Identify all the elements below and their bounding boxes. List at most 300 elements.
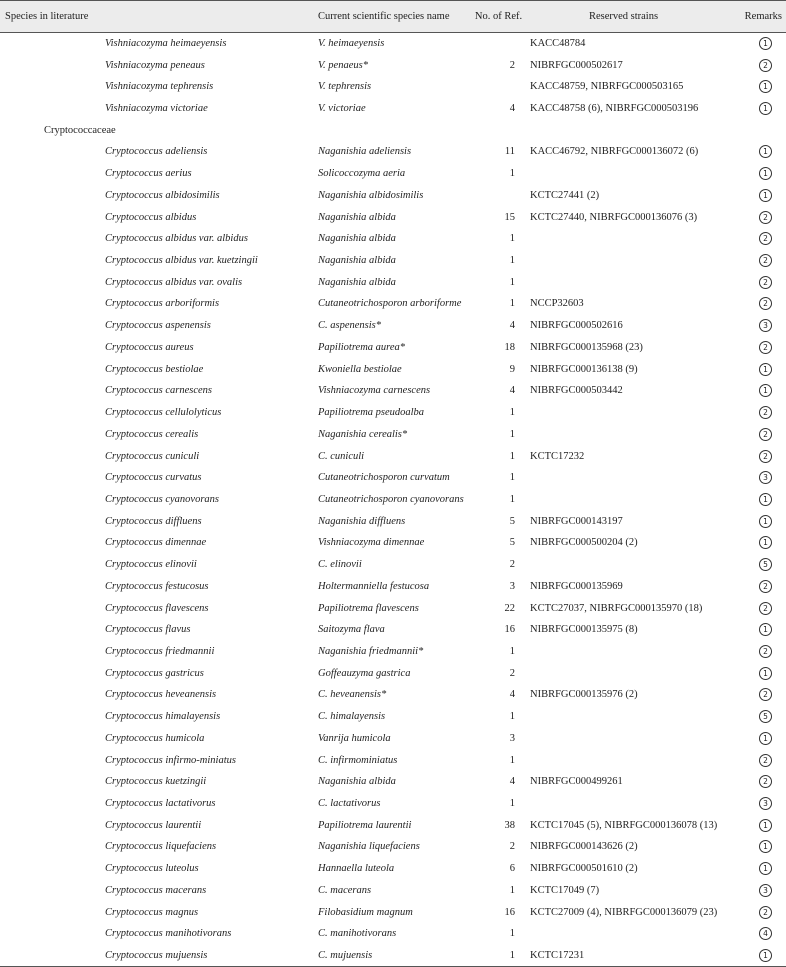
strains-cell: NIBRFGC000135975 (8)	[530, 624, 638, 636]
remarks-cell	[720, 836, 786, 858]
table-row	[0, 662, 786, 684]
circled-number-icon: 2	[759, 645, 772, 658]
species-cell: Cryptococcus mujuensis	[0, 945, 313, 967]
current-name-cell: Naganishia albida	[318, 233, 396, 245]
table-row	[0, 163, 786, 185]
strains-cell	[527, 793, 720, 815]
strains-cell	[527, 662, 720, 684]
remarks-cell	[720, 510, 786, 532]
ref-count-cell: 1	[509, 428, 515, 440]
table-row	[0, 380, 786, 402]
header-reserved-strains: Reserved strains	[527, 1, 720, 33]
circled-number-icon: 2	[759, 276, 772, 289]
strains-cell: NCCP32603	[530, 298, 584, 310]
remarks-cell	[720, 814, 786, 836]
species-cell: Cryptococcus gastricus	[105, 667, 204, 679]
table-row	[0, 206, 786, 228]
ref-count-cell: 4	[509, 320, 515, 332]
current-name-cell: Cutaneotrichosporon cyanovorans	[318, 493, 464, 505]
table-header	[0, 1, 786, 33]
strains-cell: NIBRFGC000502616	[530, 320, 623, 332]
table-row	[0, 315, 786, 337]
circled-number-icon: 2	[759, 602, 772, 615]
remarks-cell	[720, 402, 786, 424]
strains-cell: NIBRFGC000503442	[530, 385, 623, 397]
species-cell: Cryptococcus magnus	[105, 906, 199, 918]
table-row	[0, 532, 786, 554]
ref-count-cell: 1	[509, 233, 515, 245]
remarks-cell	[720, 923, 786, 945]
ref-count-cell: 4	[509, 103, 515, 115]
current-name-cell: Naganishia liquefaciens	[318, 841, 420, 853]
current-name-cell: Naganishia cerealis*	[318, 428, 408, 440]
circled-number-icon: 2	[759, 754, 772, 767]
table-row	[0, 250, 786, 272]
circled-number-icon: 2	[759, 688, 772, 701]
current-name-cell: Filobasidium magnum	[318, 906, 413, 918]
strains-cell: KCTC27037, NIBRFGC000135970 (18)	[530, 602, 703, 614]
species-cell: Cryptococcus infirmo-miniatus	[105, 754, 236, 766]
strains-cell: KCTC17045 (5), NIBRFGC000136078 (13)	[530, 819, 718, 831]
circled-number-icon: 1	[759, 145, 772, 158]
current-name-cell: C. mujuensis	[313, 945, 470, 967]
circled-number-icon: 2	[759, 211, 772, 224]
ref-count-cell: 2	[509, 667, 515, 679]
table-row	[0, 337, 786, 359]
circled-number-icon: 1	[759, 623, 772, 636]
ref-count-cell: 2	[509, 59, 515, 71]
circled-number-icon: 2	[759, 232, 772, 245]
ref-count-cell: 1	[509, 407, 515, 419]
table-row	[0, 684, 786, 706]
ref-count-cell: 4	[509, 689, 515, 701]
strains-cell: NIBRFGC000135969	[530, 580, 623, 592]
ref-count-cell: 1	[509, 168, 515, 180]
ref-count-cell	[470, 185, 527, 207]
remarks-cell	[720, 54, 786, 76]
circled-number-icon: 1	[759, 493, 772, 506]
current-name-cell: Naganishia albida	[318, 211, 396, 223]
circled-number-icon: 1	[759, 840, 772, 853]
remarks-cell	[720, 380, 786, 402]
species-cell: Cryptococcus arboriformis	[105, 298, 220, 310]
remarks-cell	[720, 271, 786, 293]
species-cell: Cryptococcus luteolus	[105, 863, 199, 875]
current-name-cell: Cutaneotrichosporon arboriforme	[318, 298, 462, 310]
ref-count-cell: 3	[509, 732, 515, 744]
remarks-cell	[720, 880, 786, 902]
remarks-cell	[720, 228, 786, 250]
current-name-cell: Goffeauzyma gastrica	[318, 667, 411, 679]
ref-count-cell: 4	[509, 776, 515, 788]
ref-count-cell: 6	[509, 863, 515, 875]
table-row	[0, 749, 786, 771]
species-cell: Cryptococcus albidus	[105, 211, 197, 223]
table-row	[0, 836, 786, 858]
ref-count-cell: 16	[504, 906, 515, 918]
table-row	[0, 141, 786, 163]
circled-number-icon: 1	[759, 37, 772, 50]
ref-count-cell: 15	[504, 211, 515, 223]
strains-cell	[527, 489, 720, 511]
circled-number-icon: 2	[759, 775, 772, 788]
species-cell: Cryptococcus friedmannii	[105, 645, 215, 657]
strains-cell	[527, 923, 720, 945]
remarks-cell	[720, 728, 786, 750]
species-cell: Cryptococcus albidus var. kuetzingii	[105, 255, 258, 267]
remarks-cell	[720, 445, 786, 467]
strains-cell	[527, 402, 720, 424]
strains-cell: KCTC27441 (2)	[530, 189, 600, 201]
table-row	[0, 467, 786, 489]
current-name-cell: Papiliotrema flavescens	[318, 602, 419, 614]
species-cell: Cryptococcus aspenensis	[105, 320, 211, 332]
strains-cell: KCTC17049 (7)	[530, 884, 600, 896]
species-cell: Cryptococcus dimennae	[105, 537, 207, 549]
circled-number-icon: 3	[759, 319, 772, 332]
current-name-cell: Naganishia albidosimilis	[318, 189, 424, 201]
table-row	[0, 597, 786, 619]
species-cell: Cryptococcus diffluens	[105, 515, 202, 527]
header-remarks: Remarks	[720, 1, 786, 33]
ref-count-cell: 16	[504, 624, 515, 636]
remarks-cell	[720, 945, 786, 967]
remarks-cell	[720, 98, 786, 120]
current-name-cell: Papiliotrema aurea*	[318, 341, 406, 353]
strains-cell	[527, 250, 720, 272]
table-row	[0, 358, 786, 380]
current-name-cell: Naganishia albida	[318, 276, 396, 288]
species-cell: Cryptococcus elinovii	[105, 559, 197, 571]
species-cell: Cryptococcus himalayensis	[105, 711, 221, 723]
remarks-cell	[720, 293, 786, 315]
current-name-cell: C. elinovii	[318, 559, 362, 571]
current-name-cell: Papiliotrema pseudoalba	[318, 407, 425, 419]
species-cell: Vishniacozyma peneaus	[105, 59, 205, 71]
strains-cell	[527, 554, 720, 576]
current-name-cell: C. cuniculi	[318, 450, 365, 462]
remarks-cell	[720, 793, 786, 815]
circled-number-icon: 1	[759, 667, 772, 680]
remarks-cell	[720, 467, 786, 489]
strains-cell	[527, 271, 720, 293]
circled-number-icon: 3	[759, 884, 772, 897]
header-species-in-literature: Species in literature	[0, 1, 313, 33]
current-name-cell: C. lactativorus	[318, 798, 381, 810]
table-row	[0, 98, 786, 120]
ref-count-cell: 18	[504, 341, 515, 353]
species-cell: Cryptococcus aureus	[105, 341, 194, 353]
table-row	[0, 880, 786, 902]
species-cell: Cryptococcus manihotivorans	[105, 928, 232, 940]
remarks-cell	[720, 532, 786, 554]
ref-count-cell: 1	[509, 472, 515, 484]
strains-cell: NIBRFGC000143626 (2)	[530, 841, 638, 853]
ref-count-cell: 1	[509, 928, 515, 940]
species-cell: Vishniacozyma tephrensis	[105, 81, 214, 93]
family-row	[0, 119, 786, 141]
remarks-cell	[720, 33, 786, 55]
current-name-cell: C. heveanensis*	[318, 689, 387, 701]
species-cell: Cryptococcus festucosus	[105, 580, 209, 592]
strains-cell: KCTC17232	[530, 450, 585, 462]
current-name-cell: C. himalayensis	[318, 711, 386, 723]
remarks-cell	[720, 858, 786, 880]
current-name-cell: C. manihotivorans	[318, 928, 397, 940]
strains-cell: KACC48758 (6), NIBRFGC000503196	[530, 103, 699, 115]
species-cell: Cryptococcus kuetzingii	[105, 776, 207, 788]
circled-number-icon: 1	[759, 189, 772, 202]
ref-count-cell: 5	[509, 537, 515, 549]
current-name-cell: C. infirmominiatus	[318, 754, 398, 766]
strains-cell	[527, 423, 720, 445]
ref-count-cell: 1	[509, 276, 515, 288]
remarks-cell	[720, 76, 786, 98]
species-cell: Cryptococcus flavus	[105, 624, 191, 636]
remarks-cell	[720, 163, 786, 185]
circled-number-icon: 1	[759, 515, 772, 528]
strains-cell	[527, 467, 720, 489]
species-cell: Cryptococcus cuniculi	[105, 450, 200, 462]
table-body	[0, 33, 786, 967]
remarks-cell	[720, 684, 786, 706]
remarks-cell	[720, 206, 786, 228]
table-row	[0, 575, 786, 597]
remarks-cell	[720, 901, 786, 923]
strains-cell: KCTC27009 (4), NIBRFGC000136079 (23)	[530, 906, 718, 918]
current-name-cell: Hannaella luteola	[318, 863, 395, 875]
circled-number-icon: 1	[759, 363, 772, 376]
circled-number-icon: 3	[759, 797, 772, 810]
current-name-cell: Vishniacozyma carnescens	[318, 385, 431, 397]
ref-count-cell: 1	[470, 945, 527, 967]
circled-number-icon: 3	[759, 471, 772, 484]
table-row	[0, 489, 786, 511]
species-cell: Cryptococcus macerans	[105, 884, 207, 896]
current-name-cell: Vanrija humicola	[318, 732, 391, 744]
table-row	[0, 510, 786, 532]
current-name-cell: Kwoniella bestiolae	[318, 363, 402, 375]
current-name-cell: Solicoccozyma aeria	[318, 168, 406, 180]
ref-count-cell	[470, 76, 527, 98]
ref-count-cell: 5	[509, 515, 515, 527]
ref-count-cell: 1	[509, 255, 515, 267]
remarks-cell	[720, 771, 786, 793]
strains-cell: NIBRFGC000500204 (2)	[530, 537, 638, 549]
circled-number-icon: 2	[759, 906, 772, 919]
table-row	[0, 228, 786, 250]
species-cell: Cryptococcus liquefaciens	[105, 841, 217, 853]
strains-cell	[527, 228, 720, 250]
current-name-cell: V. victoriae	[318, 103, 366, 115]
circled-number-icon: 1	[759, 949, 772, 962]
circled-number-icon: 1	[759, 384, 772, 397]
circled-number-icon: 2	[759, 450, 772, 463]
table-row	[0, 945, 786, 967]
species-cell: Cryptococcus aerius	[105, 168, 192, 180]
species-cell: Cryptococcus curvatus	[105, 472, 202, 484]
table-row	[0, 423, 786, 445]
remarks-cell	[720, 749, 786, 771]
table-row	[0, 641, 786, 663]
current-name-cell: Naganishia friedmannii*	[318, 645, 424, 657]
table-row	[0, 619, 786, 641]
remarks-cell	[720, 554, 786, 576]
species-cell: Cryptococcus cellulolyticus	[105, 407, 222, 419]
ref-count-cell: 1	[509, 711, 515, 723]
remarks-cell	[720, 619, 786, 641]
circled-number-icon: 1	[759, 102, 772, 115]
species-cell: Cryptococcus laurentii	[105, 819, 202, 831]
current-name-cell: C. macerans	[318, 884, 372, 896]
table-row	[0, 858, 786, 880]
remarks-cell	[720, 315, 786, 337]
current-name-cell: Vishniacozyma dimennae	[318, 537, 425, 549]
strains-cell: NIBRFGC000501610 (2)	[530, 863, 638, 875]
current-name-cell: Holtermanniella festucosa	[318, 580, 430, 592]
ref-count-cell: 1	[509, 298, 515, 310]
circled-number-icon: 2	[759, 428, 772, 441]
table-row	[0, 445, 786, 467]
remarks-cell	[720, 185, 786, 207]
species-cell: Cryptococcus lactativorus	[105, 798, 216, 810]
ref-count-cell: 1	[509, 884, 515, 896]
remarks-cell	[720, 575, 786, 597]
species-cell: Cryptococcus bestiolae	[105, 363, 204, 375]
strains-cell	[527, 706, 720, 728]
ref-count-cell: 1	[509, 645, 515, 657]
species-cell: Cryptococcus humicola	[105, 732, 205, 744]
current-name-cell: Cutaneotrichosporon curvatum	[318, 472, 450, 484]
strains-cell: KACC48759, NIBRFGC000503165	[530, 81, 684, 93]
circled-number-icon: 1	[759, 862, 772, 875]
ref-count-cell: 3	[509, 580, 515, 592]
strains-cell: NIBRFGC000499261	[530, 776, 623, 788]
species-cell: Cryptococcus flavescens	[105, 602, 209, 614]
species-cell: Vishniacozyma heimaeyensis	[105, 38, 227, 50]
ref-count-cell: 11	[504, 146, 515, 158]
header-row	[0, 1, 786, 33]
table-row	[0, 901, 786, 923]
strains-cell	[527, 749, 720, 771]
strains-cell: KCTC27440, NIBRFGC000136076 (3)	[530, 211, 698, 223]
circled-number-icon: 2	[759, 580, 772, 593]
strains-cell: NIBRFGC000502617	[530, 59, 623, 71]
table-row	[0, 554, 786, 576]
species-cell: Vishniacozyma victoriae	[105, 103, 208, 115]
table-row	[0, 728, 786, 750]
remarks-cell	[720, 662, 786, 684]
species-cell: Cryptococcus adeliensis	[105, 146, 208, 158]
strains-cell: NIBRFGC000135976 (2)	[530, 689, 638, 701]
ref-count-cell: 4	[509, 385, 515, 397]
table-row	[0, 771, 786, 793]
strains-cell: KCTC17231	[527, 945, 720, 967]
strains-cell	[527, 163, 720, 185]
circled-number-icon: 1	[759, 80, 772, 93]
table-row	[0, 185, 786, 207]
strains-cell: NIBRFGC000135968 (23)	[530, 341, 643, 353]
circled-number-icon: 4	[759, 927, 772, 940]
ref-count-cell	[470, 33, 527, 55]
strains-cell: KACC48784	[530, 38, 586, 50]
circled-number-icon: 1	[759, 167, 772, 180]
current-name-cell: V. heimaeyensis	[318, 38, 385, 50]
table-row	[0, 706, 786, 728]
circled-number-icon: 1	[759, 732, 772, 745]
ref-count-cell: 2	[509, 559, 515, 571]
current-name-cell: Naganishia adeliensis	[318, 146, 412, 158]
circled-number-icon: 2	[759, 59, 772, 72]
circled-number-icon: 1	[759, 536, 772, 549]
circled-number-icon: 5	[759, 710, 772, 723]
circled-number-icon: 2	[759, 406, 772, 419]
species-cell: Cryptococcus albidus var. albidus	[105, 233, 248, 245]
current-name-cell: Papiliotrema laurentii	[318, 819, 412, 831]
header-current-name: Current scientific species name	[313, 1, 470, 33]
table-row	[0, 76, 786, 98]
current-name-cell: C. aspenensis*	[318, 320, 381, 332]
strains-cell	[527, 728, 720, 750]
family-label: Cryptococcaceae	[44, 124, 116, 136]
species-cell: Cryptococcus cyanovorans	[105, 493, 220, 505]
species-cell: Cryptococcus albidus var. ovalis	[105, 276, 243, 288]
remarks-cell	[720, 641, 786, 663]
current-name-cell: Saitozyma flava	[318, 624, 385, 636]
remarks-cell	[720, 337, 786, 359]
circled-number-icon: 1	[759, 819, 772, 832]
table-row	[0, 402, 786, 424]
ref-count-cell: 1	[509, 754, 515, 766]
current-name-cell: Naganishia albida	[318, 776, 396, 788]
strains-cell	[527, 641, 720, 663]
table-row	[0, 271, 786, 293]
strains-cell: NIBRFGC000143197	[530, 515, 623, 527]
remarks-cell	[720, 358, 786, 380]
species-cell: Cryptococcus cerealis	[105, 428, 199, 440]
table-row	[0, 814, 786, 836]
circled-number-icon: 2	[759, 297, 772, 310]
remarks-cell	[720, 423, 786, 445]
species-cell: Cryptococcus heveanensis	[105, 689, 217, 701]
remarks-cell	[720, 250, 786, 272]
current-name-cell: Naganishia diffluens	[318, 515, 406, 527]
strains-cell: NIBRFGC000136138 (9)	[530, 363, 638, 375]
ref-count-cell: 1	[509, 493, 515, 505]
circled-number-icon: 2	[759, 341, 772, 354]
ref-count-cell: 1	[509, 450, 515, 462]
table-row	[0, 293, 786, 315]
circled-number-icon: 2	[759, 254, 772, 267]
table-row	[0, 33, 786, 55]
species-cell: Cryptococcus carnescens	[105, 385, 213, 397]
ref-count-cell: 9	[509, 363, 515, 375]
current-name-cell: Naganishia albida	[318, 255, 396, 267]
remarks-cell	[720, 141, 786, 163]
ref-count-cell: 38	[504, 819, 515, 831]
ref-count-cell: 22	[504, 602, 515, 614]
remarks-cell	[720, 706, 786, 728]
header-no-of-ref: No. of Ref.	[470, 1, 527, 33]
ref-count-cell: 1	[509, 798, 515, 810]
strains-cell: KACC46792, NIBRFGC000136072 (6)	[530, 146, 699, 158]
current-name-cell: V. penaeus*	[318, 59, 368, 71]
table-row	[0, 793, 786, 815]
remarks-cell	[720, 597, 786, 619]
current-name-cell: V. tephrensis	[318, 81, 372, 93]
table-row	[0, 923, 786, 945]
species-cell: Cryptococcus albidosimilis	[105, 189, 220, 201]
